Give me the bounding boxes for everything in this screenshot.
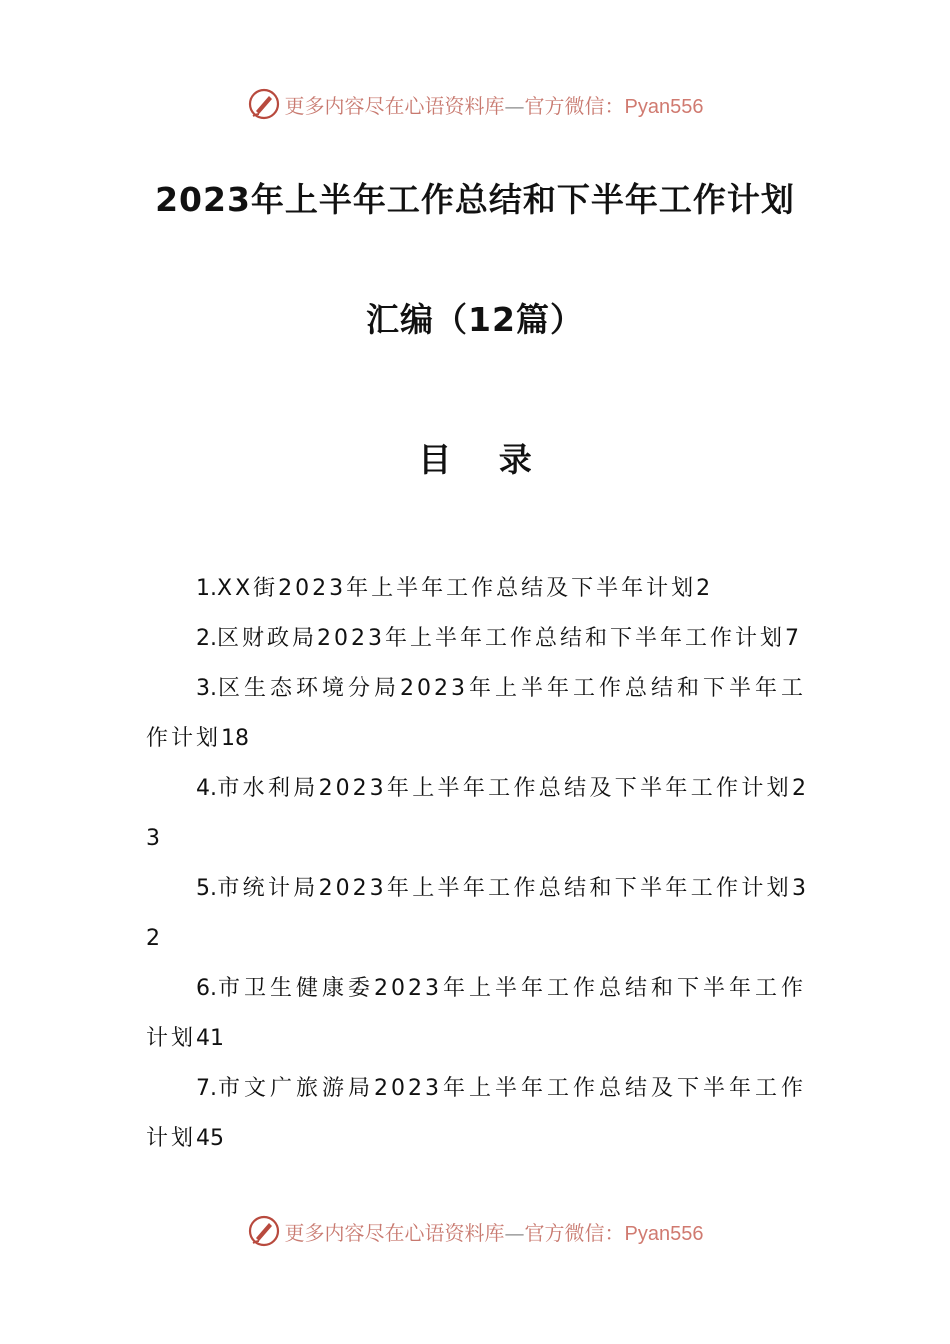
- toc-item[interactable]: 6.市卫生健康委2023年上半年工作总结和下半年工作计划41: [146, 976, 806, 1051]
- table-of-contents: [146, 564, 806, 1164]
- header-watermark: [0, 84, 950, 124]
- document-subtitle: 汇编（12篇）: [366, 300, 584, 339]
- watermark-text: 更多内容尽在心语资料库—官方微信：Pyan556: [284, 1220, 704, 1245]
- pen-logo-icon: [247, 1214, 281, 1248]
- pen-logo-icon: [247, 87, 281, 121]
- toc-item[interactable]: 4.市水利局2023年上半年工作总结及下半年工作计划23: [146, 776, 806, 851]
- toc-item[interactable]: 1.XX街2023年上半年工作总结及下半年计划2: [196, 576, 711, 601]
- document-title: 2023年上半年工作总结和下半年工作计划: [155, 180, 795, 219]
- watermark-text: 更多内容尽在心语资料库—官方微信：Pyan556: [284, 93, 704, 118]
- toc-item[interactable]: 3.区生态环境分局2023年上半年工作总结和下半年工作计划18: [146, 676, 806, 751]
- footer-watermark: [0, 1211, 950, 1251]
- toc-item[interactable]: 2.区财政局2023年上半年工作总结和下半年工作计划7: [196, 626, 799, 651]
- toc-heading: 目 录: [418, 440, 550, 479]
- toc-item[interactable]: 5.市统计局2023年上半年工作总结和下半年工作计划32: [146, 876, 806, 951]
- toc-item[interactable]: 7.市文广旅游局2023年上半年工作总结及下半年工作计划45: [146, 1076, 806, 1151]
